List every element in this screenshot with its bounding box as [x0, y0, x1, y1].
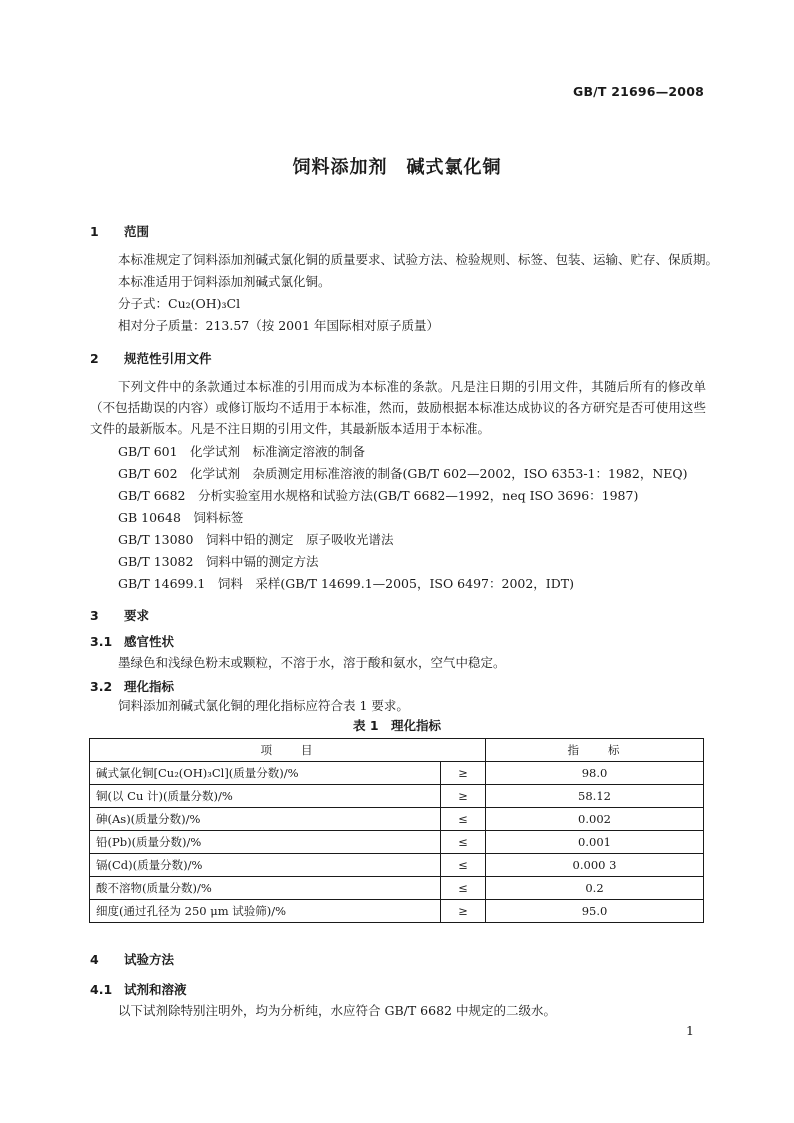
section-title: 试验方法	[124, 952, 175, 967]
section-number: 1	[90, 224, 99, 239]
reference-item: GB/T 6682 分析实验室用水规格和试验方法(GB/T 6682—1992，neq ISO 3696：1987)	[118, 488, 639, 503]
comparison-sign: ≥	[441, 762, 486, 785]
subsection-3-1-heading	[90, 632, 174, 650]
reagents-text: 以下试剂除特别注明外，均为分析纯，水应符合 GB/T 6682 中规定的二级水。	[118, 1003, 556, 1018]
comparison-sign: ≤	[441, 831, 486, 854]
section-number: 2	[90, 351, 99, 366]
section-title: 理化指标	[124, 679, 175, 694]
indicator-value: 98.0	[486, 762, 704, 785]
table-1-caption: 表 1 理化指标	[352, 718, 442, 733]
reference-item: GB 10648 饲料标签	[118, 510, 244, 525]
section-title: 试剂和溶液	[124, 982, 187, 997]
section-title: 感官性状	[124, 634, 175, 649]
indicator-value: 58.12	[486, 785, 704, 808]
section-3-heading	[90, 606, 149, 624]
table-row	[90, 877, 704, 900]
indicator-name: 碱式氯化铜[Cu₂(OH)₃Cl](质量分数)/%	[90, 762, 441, 785]
section-title: 范围	[124, 224, 150, 239]
molecular-mass: 相对分子质量：213.57（按 2001 年国际相对原子质量）	[118, 318, 439, 333]
document-title: 饲料添加剂 碱式氯化铜	[292, 157, 502, 178]
reference-item: GB/T 13082 饲料中镉的测定方法	[118, 554, 319, 569]
column-header-item: 项 目	[90, 739, 486, 762]
comparison-sign: ≤	[441, 877, 486, 900]
indicator-name: 镉(Cd)(质量分数)/%	[90, 854, 441, 877]
indicator-name: 铅(Pb)(质量分数)/%	[90, 831, 441, 854]
indicator-value: 0.002	[486, 808, 704, 831]
reference-item: GB/T 13080 饲料中铅的测定 原子吸收光谱法	[118, 532, 394, 547]
page-number: 1	[686, 1023, 694, 1038]
indicator-name: 砷(As)(质量分数)/%	[90, 808, 441, 831]
reference-item: GB/T 602 化学试剂 杂质测定用标准溶液的制备(GB/T 602—2002，ISO 6353-1：1982，NEQ)	[118, 466, 688, 481]
comparison-sign: ≤	[441, 808, 486, 831]
section-4-heading	[90, 950, 174, 968]
molecular-formula: 分子式：Cu₂(OH)₃Cl	[118, 296, 241, 311]
scope-line-2: 本标准适用于饲料添加剂碱式氯化铜。	[118, 274, 331, 289]
comparison-sign: ≥	[441, 785, 486, 808]
physicochemical-intro-text: 饲料添加剂碱式氯化铜的理化指标应符合表 1 要求。	[118, 698, 409, 713]
scope-line-1: 本标准规定了饲料添加剂碱式氯化铜的质量要求、试验方法、检验规则、标签、包装、运输、贮存、保质期。	[118, 252, 719, 267]
comparison-sign: ≥	[441, 900, 486, 923]
table-row	[90, 900, 704, 923]
reference-item: GB/T 14699.1 饲料 采样(GB/T 14699.1—2005，ISO 6497：2002，IDT)	[118, 576, 574, 591]
comparison-sign: ≤	[441, 854, 486, 877]
table-row	[90, 831, 704, 854]
table-row	[90, 808, 704, 831]
subsection-4-1-heading	[90, 980, 187, 998]
physicochemical-indicators-table	[89, 738, 704, 923]
subsection-3-2-heading	[90, 677, 174, 695]
indicator-value: 0.2	[486, 877, 704, 900]
sensory-properties-text: 墨绿色和浅绿色粉末或颗粒，不溶于水，溶于酸和氨水，空气中稳定。	[118, 655, 506, 670]
section-number: 4.1	[90, 982, 113, 997]
indicator-value: 95.0	[486, 900, 704, 923]
indicator-name: 酸不溶物(质量分数)/%	[90, 877, 441, 900]
standard-code-header: GB/T 21696—2008	[572, 84, 704, 99]
section-title: 规范性引用文件	[124, 351, 212, 366]
table-header-row	[90, 739, 704, 762]
normative-references-paragraph: 下列文件中的条款通过本标准的引用而成为本标准的条款。凡是注日期的引用文件，其随后所有的修改单（不包括勘误的内容）或修订版均不适用于本标准，然而，鼓励根据本标准达成协议的各方研究是否可使用这些文件的最新版本。凡是不注日期的引用文件，其最新版本适用于本标准。	[90, 379, 706, 436]
indicator-name: 铜(以 Cu 计)(质量分数)/%	[90, 785, 441, 808]
indicator-name: 细度(通过孔径为 250 μm 试验筛)/%	[90, 900, 441, 923]
table-row	[90, 762, 704, 785]
section-number: 3.2	[90, 679, 113, 694]
section-number: 3	[90, 608, 99, 623]
section-number: 4	[90, 952, 99, 967]
section-2-heading	[90, 349, 212, 367]
column-header-value: 指 标	[486, 739, 704, 762]
section-number: 3.1	[90, 634, 113, 649]
section-1-heading	[90, 222, 149, 240]
section-title: 要求	[124, 608, 150, 623]
table-row	[90, 785, 704, 808]
indicator-value: 0.001	[486, 831, 704, 854]
table-row	[90, 854, 704, 877]
reference-item: GB/T 601 化学试剂 标准滴定溶液的制备	[118, 444, 366, 459]
indicator-value: 0.000 3	[486, 854, 704, 877]
